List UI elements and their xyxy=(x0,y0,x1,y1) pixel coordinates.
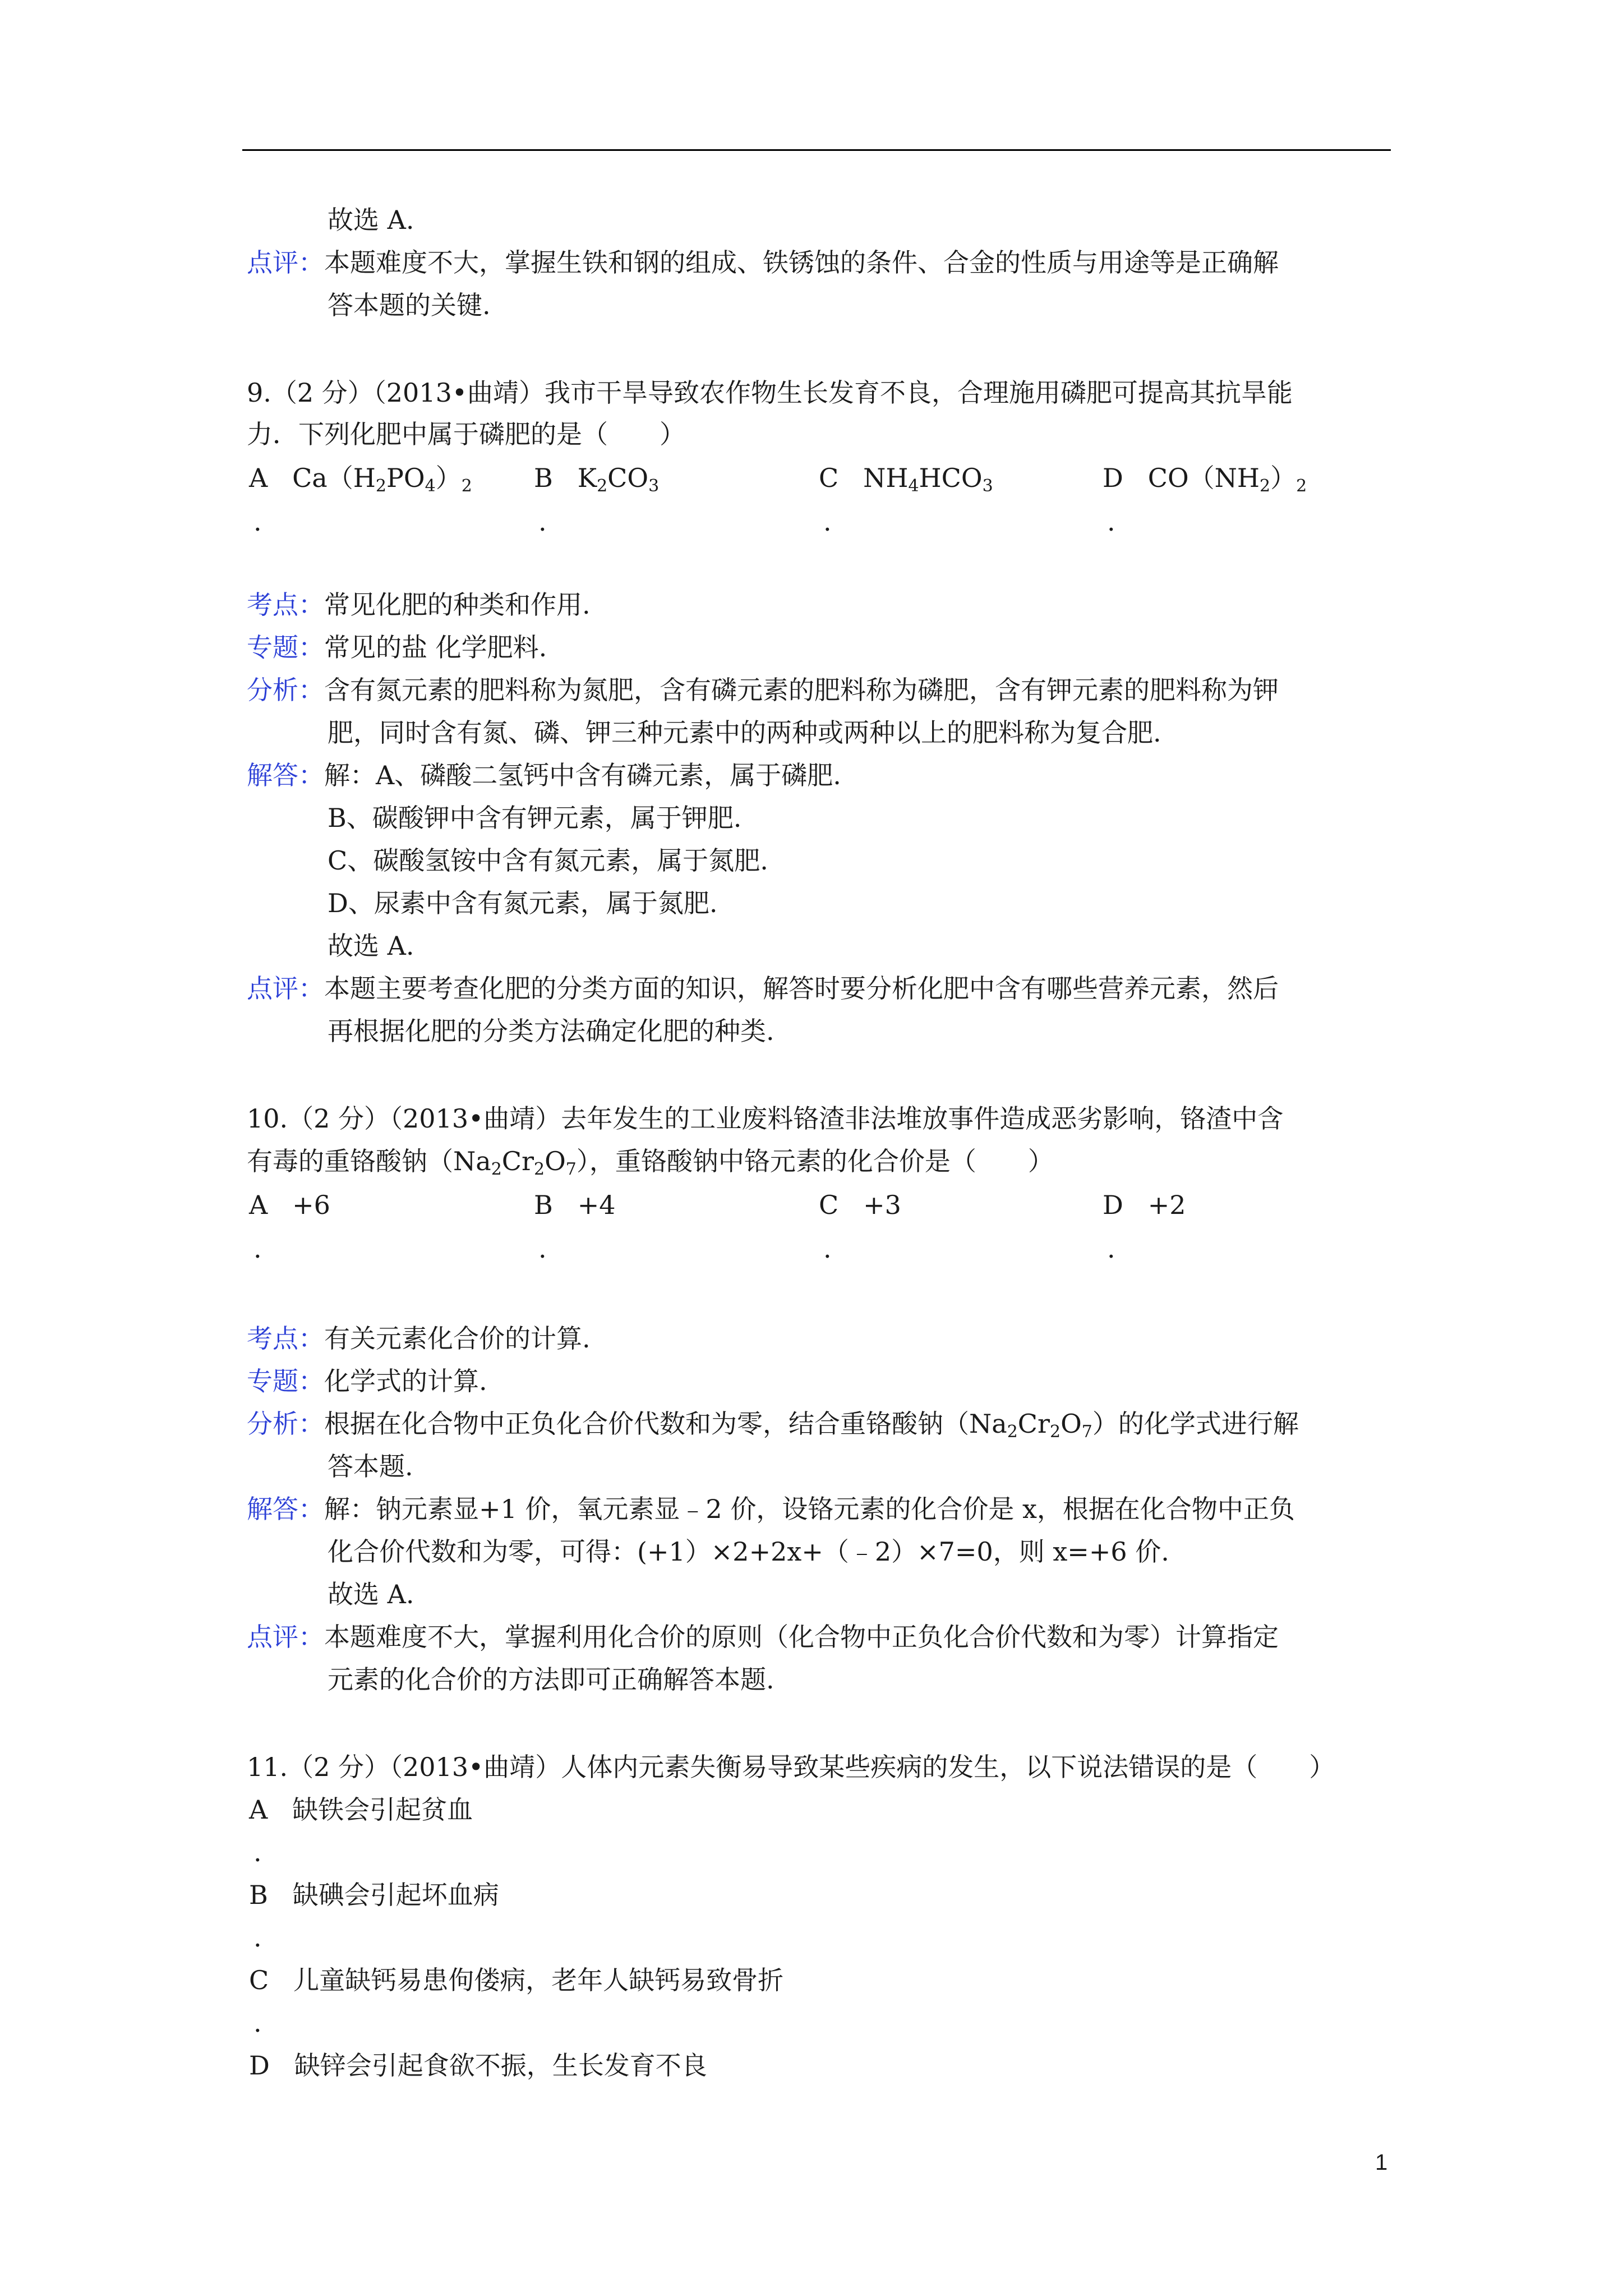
comment-line xyxy=(247,246,1279,279)
q10-jieda-line-3: 故选 A. xyxy=(328,1579,414,1609)
q10-option-b: B +4 xyxy=(534,1190,616,1220)
comment-continuation: 答本题的关键. xyxy=(328,290,491,320)
option-dot: . xyxy=(823,1234,832,1264)
q10-option-a: A +6 xyxy=(249,1190,330,1220)
q9-option-a: A $Ca(H_2PO_4)_2$ xyxy=(249,463,472,496)
q10-stem-line-1: 10.（2 分）（2013•曲靖）去年发生的工业废料铬渣非法堆放事件造成恶劣影响，铬渣中含 xyxy=(247,1103,1284,1134)
q9-jieda: 解答：解：A、磷酸二氢钙中含有磷元素，属于磷肥. xyxy=(247,760,841,790)
q9-option-b: B $K_2CO_3$ xyxy=(534,463,660,496)
q10-dianping-continuation: 元素的化合价的方法即可正确解答本题. xyxy=(328,1664,774,1695)
q10-zhuanti: 专题：化学式的计算. xyxy=(247,1366,487,1396)
q11-option-d: D 缺锌会引起食欲不振，生长发育不良 xyxy=(249,2050,707,2081)
q11-option-c: C 儿童缺钙易患佝偻病，老年人缺钙易致骨折 xyxy=(249,1965,784,1995)
q9-option-c: C $NH_4HCO_3$ xyxy=(819,463,993,496)
option-dot: . xyxy=(253,1837,262,1867)
q10-kaodian: 考点：有关元素化合价的计算. xyxy=(247,1323,591,1354)
option-dot: . xyxy=(1107,507,1115,537)
option-dot: . xyxy=(253,1234,262,1264)
page-number: 1 xyxy=(1375,2150,1388,2175)
header-rule xyxy=(242,149,1391,151)
option-dot: . xyxy=(823,507,832,537)
q9-dianping-continuation: 再根据化肥的分类方法确定化肥的种类. xyxy=(328,1016,774,1046)
option-dot: . xyxy=(1107,1234,1115,1264)
option-dot: . xyxy=(538,507,547,537)
q10-jieda-line-2: 化合价代数和为零，可得：(+1）×2+2x+（﹣2）×7=0，则 x=+6 价. xyxy=(328,1536,1169,1567)
option-dot: . xyxy=(253,1922,262,1953)
q9-jieda-line-2: B、碳酸钾中含有钾元素，属于钾肥. xyxy=(328,803,742,833)
q9-dianping: 点评：本题主要考查化肥的分类方面的知识，解答时要分析化肥中含有哪些营养元素，然后 xyxy=(247,973,1279,1004)
q10-fenxi-continuation: 答本题. xyxy=(328,1451,413,1481)
option-dot: . xyxy=(253,507,262,537)
q10-option-c: C +3 xyxy=(819,1190,901,1220)
final-answer-line: 故选 A. xyxy=(328,205,414,235)
q11-option-b: B 缺碘会引起坏血病 xyxy=(249,1880,499,1910)
q10-option-d: D +2 xyxy=(1103,1190,1186,1220)
q10-fenxi: 分析：根据在化合物中正负化合价代数和为零，结合重铬酸钠$(Na_2Cr_2O_7)$的化学式进行解 xyxy=(247,1409,1299,1442)
q10-jieda: 解答：解：钠元素显+1 价，氧元素显﹣2 价，设铬元素的化合价是 x，根据在化合物中正负 xyxy=(247,1494,1295,1524)
option-dot: . xyxy=(253,2008,262,2038)
q11-option-a: A 缺铁会引起贫血 xyxy=(249,1795,473,1825)
q9-stem-line-1: 9.（2 分）（2013•曲靖）我市干旱导致农作物生长发育不良，合理施用磷肥可提高其抗旱能 xyxy=(247,378,1293,408)
q9-fenxi: 分析：含有氮元素的肥料称为氮肥，含有磷元素的肥料称为磷肥，含有钾元素的肥料称为钾 xyxy=(247,675,1279,705)
q9-stem-line-2: 力．下列化肥中属于磷肥的是（ ） xyxy=(247,419,685,449)
q9-jieda-line-3: C、碳酸氢铵中含有氮元素，属于氮肥. xyxy=(328,845,768,876)
q11-stem: 11.（2 分）（2013•曲靖）人体内元素失衡易导致某些疾病的发生，以下说法错误的是（ ） xyxy=(247,1752,1335,1782)
q9-kaodian: 考点：常见化肥的种类和作用. xyxy=(247,590,591,620)
q10-stem-line-2: 有毒的重铬酸钠$(Na_2Cr_2O_7)$，重铬酸钠中铬元素的化合价是（ ） xyxy=(247,1146,1054,1179)
q10-dianping: 点评：本题难度不大，掌握利用化合价的原则（化合物中正负化合价代数和为零）计算指定 xyxy=(247,1622,1279,1652)
q9-fenxi-continuation: 肥，同时含有氮、磷、钾三种元素中的两种或两种以上的肥料称为复合肥. xyxy=(328,717,1161,748)
q9-jieda-line-4: D、尿素中含有氮元素，属于氮肥. xyxy=(328,888,718,918)
comment-text: 本题难度不大，掌握生铁和钢的组成、铁锈蚀的条件、合金的性质与用途等是正确解 xyxy=(324,247,1279,278)
q9-option-d: D $CO(NH_2)_2$ xyxy=(1103,463,1307,496)
option-dot: . xyxy=(538,1234,547,1264)
q9-zhuanti: 专题：常见的盐 化学肥料. xyxy=(247,632,547,662)
q9-jieda-line-5: 故选 A. xyxy=(328,931,414,961)
comment-label: 点评： xyxy=(247,247,324,278)
